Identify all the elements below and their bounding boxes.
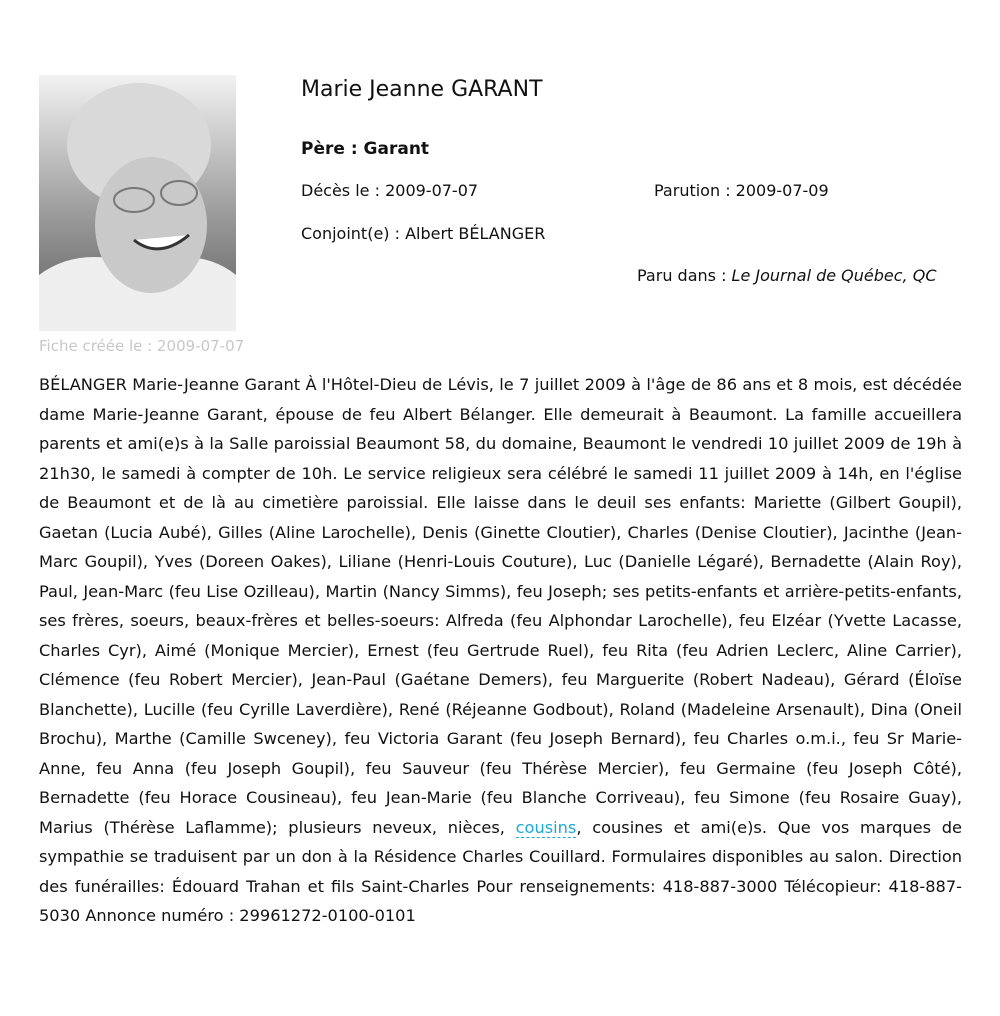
obituary-text-part2: , cousines et ami(e)s. Que vos marques de sympathie se traduisent par un don à la Résidence Charles Couillard. Formulaires disponibles au salon. Direction des funérailles: Édouard Trahan et fils Saint-Charles Pour renseignements: 418-887-3000 Télécopieur: 418-887-5030 Annonce numéro : 29961272-0100-0101 bbox=[39, 817, 962, 925]
newspaper-name: Le Journal de Québec, QC bbox=[731, 266, 937, 285]
portrait-image bbox=[39, 75, 236, 331]
portrait-photo bbox=[39, 75, 236, 331]
father-name: Père : Garant bbox=[301, 139, 430, 159]
deceased-name: Marie Jeanne GARANT bbox=[301, 77, 543, 102]
record-created-date: Fiche créée le : 2009-07-07 bbox=[39, 337, 245, 355]
spouse-name: Conjoint(e) : Albert BÉLANGER bbox=[301, 224, 546, 243]
published-in bbox=[637, 266, 937, 285]
obituary-text-part1: BÉLANGER Marie-Jeanne Garant À l'Hôtel-Dieu de Lévis, le 7 juillet 2009 à l'âge de 86 ans et 8 mois, est décédée dame Marie-Jeanne Garant, épouse de feu Albert Bélanger. Elle demeurait à Beaumont. La famille accueillera parents et ami(e)s à la Salle paroissial Beaumont 58, du domaine, Beaumont le vendredi 10 juillet 2009 de 19h à 21h30, le samedi à compter de 10h. Le service religieux sera célébré le samedi 11 juillet 2009 à 14h, en l'église de Beaumont et de là au cimetière paroissial. Elle laisse dans le deuil ses enfants: Mariette (Gilbert Goupil), Gaetan (Lucia Aubé), Gilles (Aline Larochelle), Denis (Ginette Cloutier), Charles (Denise Cloutier), Jacinthe (Jean-Marc Goupil), Yves (Doreen Oakes), Liliane (Henri-Louis Couture), Luc (Danielle Légaré), Bernadette (Alain Roy), Paul, Jean-Marc (feu Lise Ozilleau), Martin (Nancy Simms), feu Joseph; ses petits-enfants et arrière-petits-enfants, ses frères, soeurs, beaux-frères et belles-soeurs: Alfreda (feu Alphondar Larochelle), feu Elzéar (Yvette Lacasse, Charles Cyr), Aimé (Monique Mercier), Ernest (feu Gertrude Ruel), feu Rita (feu Adrien Leclerc, Aline Carrier), Clémence (feu Robert Mercier), Jean-Paul (Gaétane Demers), feu Marguerite (Robert Nadeau), Gérard (Éloïse Blanchette), Lucille (feu Cyrille Laverdière), René (Réjeanne Godbout), Roland (Madeleine Arsenault), Dina (Oneil Brochu), Marthe (Camille Swceney), feu Victoria Garant (feu Joseph Bernard), feu Charles o.m.i., feu Sr Marie-Anne, feu Anna (feu Joseph Goupil), feu Sauveur (feu Thérèse Mercier), feu Germaine (feu Joseph Côté), Bernadette (feu Horace Cousineau), feu Jean-Marie (feu Blanche Corriveau), feu Simone (feu Rosaire Guay), Marius (Thérèse Laflamme); plusieurs neveux, nièces, bbox=[39, 375, 962, 837]
publication-date: Parution : 2009-07-09 bbox=[654, 181, 829, 200]
death-date: Décès le : 2009-07-07 bbox=[301, 181, 479, 200]
published-in-label: Paru dans : bbox=[637, 266, 732, 285]
obituary-text bbox=[39, 370, 962, 931]
cousins-link[interactable]: cousins bbox=[515, 817, 577, 837]
